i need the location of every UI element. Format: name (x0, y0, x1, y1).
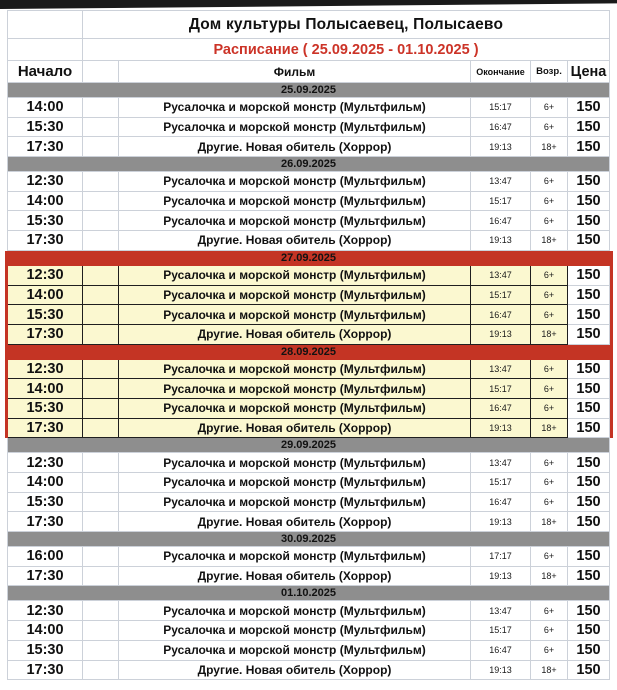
age-rating-cell: 6+ (531, 266, 568, 286)
film-title-cell: Русалочка и морской монстр (Мультфильм) (119, 211, 471, 231)
age-rating-cell: 6+ (531, 473, 568, 493)
start-time-cell: 17:30 (8, 419, 83, 439)
section-date-header: 26.09.2025 (8, 157, 610, 172)
gap-cell (83, 325, 119, 345)
schedule-row (8, 325, 610, 345)
section-date-header: 01.10.2025 (8, 586, 610, 601)
end-time-cell: 19:13 (471, 137, 531, 157)
column-header-gap (83, 61, 119, 83)
schedule-row (8, 601, 610, 621)
gap-cell (83, 360, 119, 380)
gap-cell (83, 512, 119, 532)
schedule-section (8, 438, 610, 532)
film-title-cell: Русалочка и морской монстр (Мультфильм) (119, 641, 471, 661)
price-cell: 150 (568, 325, 610, 345)
end-time-cell: 17:17 (471, 547, 531, 567)
age-rating-cell: 6+ (531, 192, 568, 212)
price-cell: 150 (568, 621, 610, 641)
start-time-cell: 14:00 (8, 286, 83, 306)
schedule-row (8, 286, 610, 306)
schedule-section (8, 586, 610, 680)
price-cell: 150 (568, 641, 610, 661)
start-time-cell: 15:30 (8, 211, 83, 231)
film-title-cell: Другие. Новая обитель (Хоррор) (119, 231, 471, 251)
schedule-section (5, 345, 613, 439)
start-time-cell: 14:00 (8, 192, 83, 212)
end-time-cell: 13:47 (471, 172, 531, 192)
film-title-cell: Другие. Новая обитель (Хоррор) (119, 512, 471, 532)
price-cell: 150 (568, 453, 610, 473)
schedule-row (8, 567, 610, 587)
schedule-row (8, 641, 610, 661)
start-time-cell: 15:30 (8, 305, 83, 325)
column-header-row (8, 61, 610, 83)
age-rating-cell: 6+ (531, 98, 568, 118)
schedule-row (8, 211, 610, 231)
film-title-cell: Русалочка и морской монстр (Мультфильм) (119, 360, 471, 380)
price-cell: 150 (568, 137, 610, 157)
schedule-row (8, 661, 610, 681)
schedule-row (8, 118, 610, 138)
price-cell: 150 (568, 473, 610, 493)
schedule-row (8, 379, 610, 399)
schedule-row (8, 305, 610, 325)
schedule-row (8, 172, 610, 192)
gap-cell (83, 379, 119, 399)
end-time-cell: 15:17 (471, 192, 531, 212)
end-time-cell: 16:47 (471, 211, 531, 231)
film-title-cell: Другие. Новая обитель (Хоррор) (119, 567, 471, 587)
end-time-cell: 15:17 (471, 98, 531, 118)
start-time-cell: 12:30 (8, 266, 83, 286)
film-title-cell: Другие. Новая обитель (Хоррор) (119, 661, 471, 681)
section-date-header: 27.09.2025 (8, 251, 610, 266)
price-cell: 150 (568, 493, 610, 513)
column-header-film: Фильм (119, 61, 471, 83)
gap-cell (83, 493, 119, 513)
start-time-cell: 12:30 (8, 172, 83, 192)
schedule-row (8, 547, 610, 567)
gap-cell (83, 231, 119, 251)
film-title-cell: Русалочка и морской монстр (Мультфильм) (119, 601, 471, 621)
price-cell: 150 (568, 266, 610, 286)
schedule-row (8, 98, 610, 118)
schedule-section (8, 83, 610, 157)
schedule-row (8, 231, 610, 251)
start-time-cell: 12:30 (8, 360, 83, 380)
age-rating-cell: 6+ (531, 601, 568, 621)
end-time-cell: 15:17 (471, 286, 531, 306)
gap-cell (83, 547, 119, 567)
age-rating-cell: 6+ (531, 118, 568, 138)
column-header-price: Цена (568, 61, 610, 83)
start-time-cell: 15:30 (8, 493, 83, 513)
schedule-row (8, 399, 610, 419)
schedule-table (7, 10, 610, 680)
start-time-cell: 17:30 (8, 231, 83, 251)
schedule-section (5, 251, 613, 345)
start-time-cell: 16:00 (8, 547, 83, 567)
start-time-cell: 17:30 (8, 512, 83, 532)
schedule-section (8, 157, 610, 251)
age-rating-cell: 6+ (531, 399, 568, 419)
age-rating-cell: 18+ (531, 419, 568, 439)
film-title-cell: Русалочка и морской монстр (Мультфильм) (119, 547, 471, 567)
start-time-cell: 15:30 (8, 118, 83, 138)
end-time-cell: 15:17 (471, 379, 531, 399)
end-time-cell: 19:13 (471, 512, 531, 532)
age-rating-cell: 6+ (531, 621, 568, 641)
age-rating-cell: 6+ (531, 286, 568, 306)
film-title-cell: Русалочка и морской монстр (Мультфильм) (119, 493, 471, 513)
price-cell: 150 (568, 419, 610, 439)
film-title-cell: Русалочка и морской монстр (Мультфильм) (119, 473, 471, 493)
gap-cell (83, 98, 119, 118)
schedule-row (8, 621, 610, 641)
age-rating-cell: 18+ (531, 512, 568, 532)
film-title-cell: Другие. Новая обитель (Хоррор) (119, 419, 471, 439)
column-header-age: Возр. (531, 61, 568, 83)
price-cell: 150 (568, 567, 610, 587)
schedule-row (8, 266, 610, 286)
film-title-cell: Другие. Новая обитель (Хоррор) (119, 137, 471, 157)
age-rating-cell: 18+ (531, 567, 568, 587)
price-cell: 150 (568, 286, 610, 306)
end-time-cell: 13:47 (471, 601, 531, 621)
film-title-cell: Русалочка и морской монстр (Мультфильм) (119, 98, 471, 118)
age-rating-cell: 6+ (531, 547, 568, 567)
end-time-cell: 19:13 (471, 419, 531, 439)
schedule-body (8, 83, 610, 680)
section-date-header: 29.09.2025 (8, 438, 610, 453)
end-time-cell: 15:17 (471, 621, 531, 641)
film-title-cell: Русалочка и морской монстр (Мультфильм) (119, 172, 471, 192)
age-rating-cell: 6+ (531, 641, 568, 661)
film-title-cell: Русалочка и морской монстр (Мультфильм) (119, 379, 471, 399)
schedule-row (8, 137, 610, 157)
age-rating-cell: 18+ (531, 661, 568, 681)
end-time-cell: 19:13 (471, 661, 531, 681)
start-time-cell: 12:30 (8, 601, 83, 621)
end-time-cell: 16:47 (471, 118, 531, 138)
section-date-header: 30.09.2025 (8, 532, 610, 547)
film-title-cell: Русалочка и морской монстр (Мультфильм) (119, 266, 471, 286)
start-time-cell: 15:30 (8, 641, 83, 661)
film-title-cell: Русалочка и морской монстр (Мультфильм) (119, 621, 471, 641)
end-time-cell: 13:47 (471, 453, 531, 473)
gap-cell (83, 473, 119, 493)
price-cell: 150 (568, 192, 610, 212)
gap-cell (83, 211, 119, 231)
age-rating-cell: 6+ (531, 379, 568, 399)
price-cell: 150 (568, 512, 610, 532)
end-time-cell: 15:17 (471, 473, 531, 493)
price-cell: 150 (568, 360, 610, 380)
venue-title: Дом культуры Полысаевец, Полысаево (83, 11, 610, 39)
gap-cell (83, 419, 119, 439)
title-row (8, 11, 610, 39)
age-rating-cell: 18+ (531, 231, 568, 251)
price-cell: 150 (568, 661, 610, 681)
price-cell: 150 (568, 118, 610, 138)
film-title-cell: Русалочка и морской монстр (Мультфильм) (119, 118, 471, 138)
gap-cell (83, 399, 119, 419)
column-header-end: Окончание (471, 61, 531, 83)
price-cell: 150 (568, 211, 610, 231)
start-time-cell: 17:30 (8, 661, 83, 681)
age-rating-cell: 6+ (531, 305, 568, 325)
age-rating-cell: 18+ (531, 137, 568, 157)
schedule-date-range: Расписание ( 25.09.2025 - 01.10.2025 ) (83, 39, 610, 61)
price-cell: 150 (568, 305, 610, 325)
schedule-row (8, 419, 610, 439)
age-rating-cell: 6+ (531, 172, 568, 192)
price-cell: 150 (568, 601, 610, 621)
gap-cell (83, 172, 119, 192)
schedule-row (8, 493, 610, 513)
gap-cell (83, 601, 119, 621)
price-cell: 150 (568, 379, 610, 399)
gap-cell (83, 192, 119, 212)
title-row-empty-cell (8, 11, 83, 39)
start-time-cell: 14:00 (8, 98, 83, 118)
start-time-cell: 17:30 (8, 325, 83, 345)
gap-cell (83, 641, 119, 661)
end-time-cell: 19:13 (471, 325, 531, 345)
photo-top-edge (0, 0, 617, 9)
start-time-cell: 14:00 (8, 473, 83, 493)
age-rating-cell: 6+ (531, 211, 568, 231)
film-title-cell: Русалочка и морской монстр (Мультфильм) (119, 286, 471, 306)
start-time-cell: 14:00 (8, 621, 83, 641)
section-date-header: 25.09.2025 (8, 83, 610, 98)
end-time-cell: 13:47 (471, 360, 531, 380)
end-time-cell: 16:47 (471, 641, 531, 661)
end-time-cell: 19:13 (471, 567, 531, 587)
gap-cell (83, 567, 119, 587)
gap-cell (83, 286, 119, 306)
schedule-row (8, 512, 610, 532)
column-header-start: Начало (8, 61, 83, 83)
gap-cell (83, 118, 119, 138)
gap-cell (83, 621, 119, 641)
gap-cell (83, 305, 119, 325)
film-title-cell: Другие. Новая обитель (Хоррор) (119, 325, 471, 345)
start-time-cell: 12:30 (8, 453, 83, 473)
price-cell: 150 (568, 172, 610, 192)
end-time-cell: 16:47 (471, 399, 531, 419)
film-title-cell: Русалочка и морской монстр (Мультфильм) (119, 399, 471, 419)
gap-cell (83, 661, 119, 681)
schedule-section (8, 532, 610, 586)
price-cell: 150 (568, 399, 610, 419)
age-rating-cell: 18+ (531, 325, 568, 345)
gap-cell (83, 137, 119, 157)
start-time-cell: 17:30 (8, 137, 83, 157)
subtitle-row-empty-cell (8, 39, 83, 61)
price-cell: 150 (568, 231, 610, 251)
film-title-cell: Русалочка и морской монстр (Мультфильм) (119, 305, 471, 325)
schedule-row (8, 453, 610, 473)
price-cell: 150 (568, 547, 610, 567)
gap-cell (83, 266, 119, 286)
age-rating-cell: 6+ (531, 453, 568, 473)
age-rating-cell: 6+ (531, 493, 568, 513)
start-time-cell: 15:30 (8, 399, 83, 419)
film-title-cell: Русалочка и морской монстр (Мультфильм) (119, 192, 471, 212)
section-date-header: 28.09.2025 (8, 345, 610, 360)
gap-cell (83, 453, 119, 473)
subtitle-row (8, 39, 610, 61)
schedule-row (8, 192, 610, 212)
end-time-cell: 19:13 (471, 231, 531, 251)
schedule-row (8, 360, 610, 380)
start-time-cell: 14:00 (8, 379, 83, 399)
end-time-cell: 16:47 (471, 305, 531, 325)
end-time-cell: 13:47 (471, 266, 531, 286)
age-rating-cell: 6+ (531, 360, 568, 380)
film-title-cell: Русалочка и морской монстр (Мультфильм) (119, 453, 471, 473)
price-cell: 150 (568, 98, 610, 118)
schedule-row (8, 473, 610, 493)
start-time-cell: 17:30 (8, 567, 83, 587)
end-time-cell: 16:47 (471, 493, 531, 513)
